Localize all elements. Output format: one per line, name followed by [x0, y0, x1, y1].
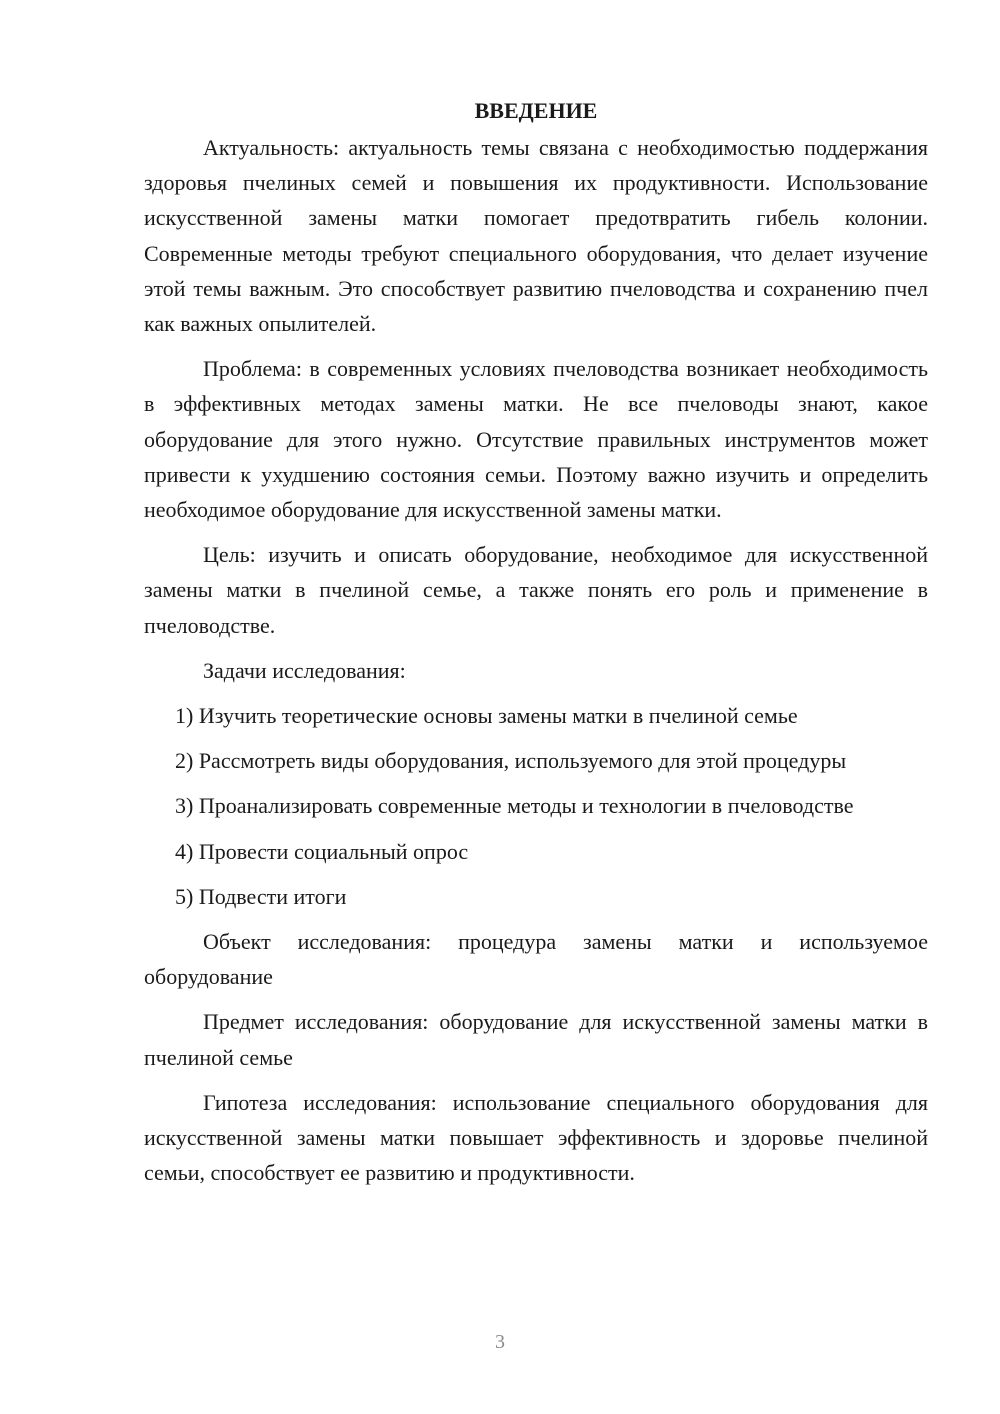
paragraph-hypothesis: Гипотеза исследования: использование специального оборудования для искусственной замены матки повышает эффективность и здоровье пчелиной семьи, способствует ее развитию и продуктивности. — [144, 1089, 928, 1186]
task-item-2: 2) Рассмотреть виды оборудования, используемого для этой процедуры — [175, 748, 847, 774]
task-item-5: 5) Подвести итоги — [175, 883, 347, 909]
task-item-4: 4) Провести социальный опрос — [175, 838, 469, 864]
task-item-1: 1) Изучить теоретические основы замены матки в пчелиной семье — [175, 703, 798, 729]
paragraph-goal: Цель: изучить и описать оборудование, необходимое для искусственной замены матки в пчелиной семье, а также понять его роль и применение в пчеловодстве. — [144, 542, 928, 638]
document-page — [144, 96, 928, 1200]
section-title: ВВЕДЕНИЕ — [474, 98, 598, 123]
paragraph-problem: Проблема: в современных условиях пчеловодства возникает необходимость в эффективных методах замены матки. Не все пчеловоды знают, какое оборудование для этого нужно. Отсутствие правильных инструментов может привести к ухудшению состояния семьи. Поэтому важно изучить и определить необходимое оборудование для искусственной замены матки. — [144, 356, 928, 523]
paragraph-relevance: Актуальность: актуальность темы связана с необходимостью поддержания здоровья пчелиных семей и повышения их продуктивности. Использование искусственной замены матки помогает предотвратить гибель колонии. Современные методы требуют специального оборудования, что делает изучение этой темы важным. Это способствует развитию пчеловодства и сохранению пчел как важных опылителей. — [144, 135, 928, 337]
paragraph-subject: Предмет исследования: оборудование для искусственной замены матки в пчелиной семье — [144, 1009, 928, 1070]
tasks-heading: Задачи исследования: — [203, 657, 406, 683]
page-number: 3 — [495, 1331, 505, 1353]
paragraph-object: Объект исследования: процедура замены матки и используемое оборудование — [144, 929, 928, 990]
task-item-3: 3) Проанализировать современные методы и технологии в пчеловодстве — [175, 793, 854, 819]
